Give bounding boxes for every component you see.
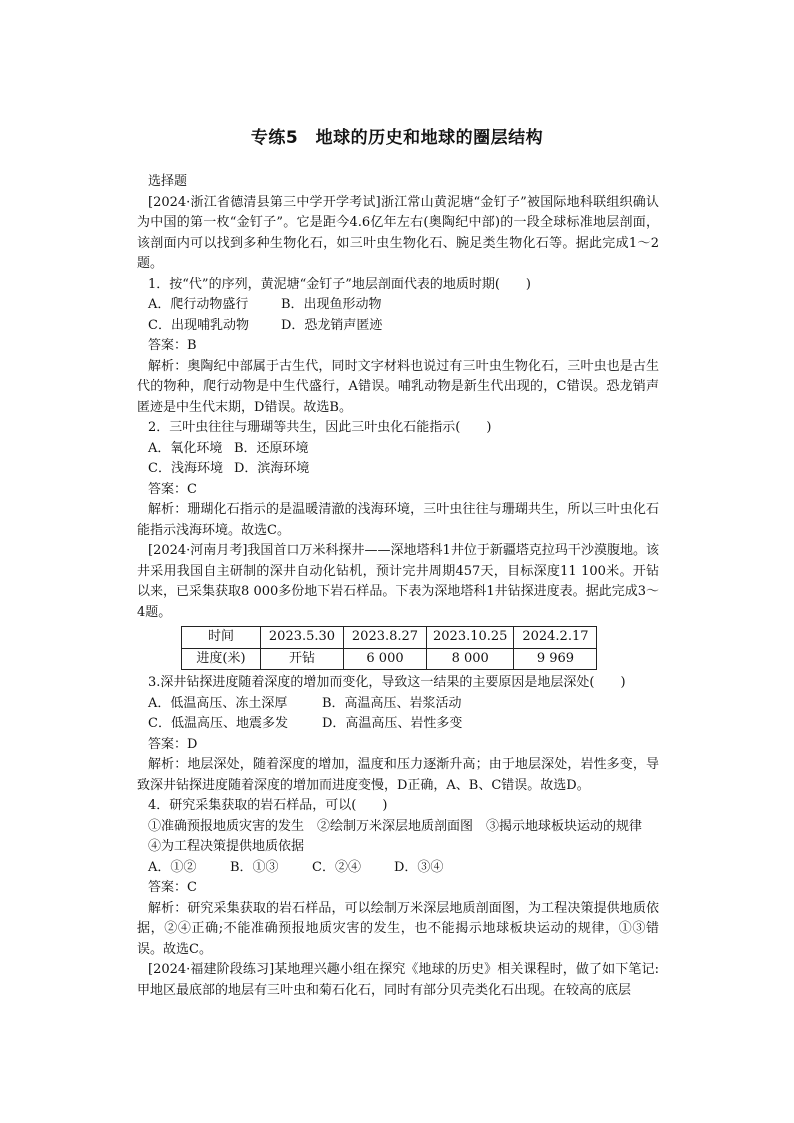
- option-d: D．滨海环境: [234, 461, 310, 476]
- question-4-options: [137, 858, 659, 879]
- option-c: C．出现哺乳动物: [148, 317, 249, 333]
- option-d: D．恐龙销声匿迹: [281, 317, 383, 333]
- question-4-analysis: 解析：研究采集获取的岩石样品，可以绘制万米深层地质剖面图，为工程决策提供地质依据，②④正确;不能准确预报地质灾害的发生，也不能揭示地球板块运动的规律，①③错误。故选C。: [137, 900, 659, 957]
- question-2-options-row-2: [137, 459, 659, 480]
- option-b: B．高温高压、岩浆活动: [322, 695, 462, 711]
- intro-passage-3: [2024·福建阶段练习]某地理兴趣小组在探究《地球的历史》相关课程时，做了如下笔记:甲地区最底部的地层有三叶虫和菊石化石，同时有部分贝壳类化石出现。在较高的底层: [137, 962, 659, 998]
- table-row: [182, 648, 597, 670]
- option-c: C．低温高压、地震多发: [148, 716, 288, 731]
- question-4-answer: 答案：C: [148, 880, 197, 895]
- question-1-options-row-1: [137, 295, 659, 316]
- question-1-answer: 答案：B: [148, 338, 197, 353]
- option-d: D．高温高压、岩性多变: [322, 716, 463, 731]
- table-cell: 2023.8.27: [344, 627, 427, 649]
- question-4-items-2: ④为工程决策提供地质依据: [148, 839, 305, 854]
- table-row: [182, 627, 597, 649]
- table-cell: 时间: [182, 627, 261, 649]
- intro-passage-2: [2024·河南月考]我国首口万米科探井——深地塔科1井位于新疆塔克拉玛干沙漠腹地。该井采用我国自主研制的深井自动化钻机，预计完井周期457天，目标深度11 100米。开钻以来，已采集获取8 000多份地下岩石样品。下表为深地塔科1井钻探进度表。据此完成3～4题。: [137, 543, 659, 620]
- option-b: B．①③: [230, 859, 279, 875]
- section-heading: 选择题: [148, 174, 188, 189]
- question-2-answer: 答案：C: [148, 481, 197, 497]
- table-cell: 6 000: [344, 648, 427, 670]
- option-a: A．氧化环境: [148, 440, 223, 456]
- table-cell: 2023.10.25: [427, 627, 514, 649]
- option-d: D．③④: [394, 859, 444, 875]
- option-b: B．出现鱼形动物: [281, 297, 382, 312]
- table-cell: 9 969: [514, 648, 597, 670]
- question-4-items-1: ①准确预报地质灾害的发生 ②绘制万米深层地质剖面图 ③揭示地球板块运动的规律: [148, 818, 643, 834]
- table-cell: 开钻: [261, 648, 344, 670]
- intro-passage-1: [2024·浙江省德清县第三中学开学考试]浙江常山黄泥塘“金钉子”被国际地科联组织确认为中国的第一枚“金钉子”。它是距今4.6亿年左右(奥陶纪中部)的一段全球标准地层剖面，该剖面内可以找到多种生物化石，如三叶虫生物化石、腕足类生物化石等。据此完成1～2题。: [137, 194, 659, 271]
- question-3-options-row-2: [137, 714, 659, 735]
- question-2-stem: 2．三叶虫往往与珊瑚等共生，因此三叶虫化石能指示( ): [148, 420, 492, 435]
- option-c: C．②④: [312, 859, 361, 875]
- option-c: C．浅海环境: [148, 461, 223, 476]
- table-cell: 2023.5.30: [261, 627, 344, 649]
- question-1-stem: 1．按“代”的序列，黄泥塘“金钉子”地层剖面代表的地质时期( ): [148, 276, 531, 292]
- table-cell: 2024.2.17: [514, 627, 597, 649]
- document-body: [137, 172, 659, 1001]
- question-2-options-row-1: [137, 439, 659, 460]
- page-title: 专练5 地球的历史和地球的圈层结构: [250, 128, 544, 148]
- option-b: B．还原环境: [234, 440, 309, 456]
- question-1-options-row-2: [137, 316, 659, 337]
- table-cell: 进度(米): [182, 648, 261, 670]
- question-2-analysis: 解析：珊瑚化石指示的是温暖清澈的浅海环境，三叶虫往往与珊瑚共生，所以三叶虫化石能指示浅海环境。故选C。: [137, 502, 659, 538]
- option-a: A．①②: [148, 859, 197, 875]
- question-3-stem: 3.深井钻探进度随着深度的增加而变化，导致这一结果的主要原因是地层深处( ): [148, 675, 626, 690]
- option-a: A．爬行动物盛行: [148, 297, 249, 312]
- question-3-analysis: 解析：地层深处，随着深度的增加，温度和压力逐渐升高；由于地层深处，岩性多变，导致深井钻探进度随着深度的增加而进度变慢，D正确，A、B、C错误。故选D。: [137, 757, 659, 793]
- table-cell: 8 000: [427, 648, 514, 670]
- question-3-options-row-1: [137, 694, 659, 715]
- question-1-analysis: 解析：奥陶纪中部属于古生代，同时文字材料也说过有三叶虫生物化石，三叶虫也是古生代的物种，爬行动物是中生代盛行，A错误。哺乳动物是新生代出现的，C错误。恐龙销声匿迹是中生代末期，D错误。故选B。: [137, 358, 659, 415]
- question-3-answer: 答案：D: [148, 736, 198, 752]
- drilling-progress-table: [181, 626, 597, 670]
- option-a: A．低温高压、冻土深厚: [148, 695, 288, 711]
- question-4-stem: 4．研究采集获取的岩石样品，可以( ): [148, 798, 388, 813]
